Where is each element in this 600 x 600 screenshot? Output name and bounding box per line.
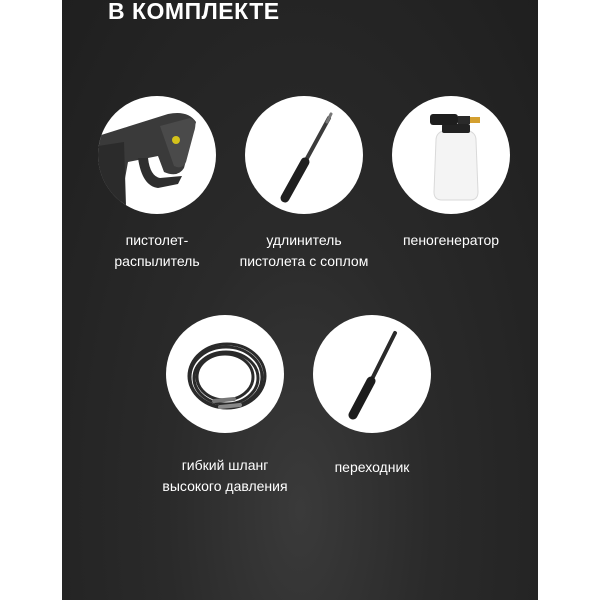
caption-line: пистолета с соплом <box>239 253 369 269</box>
caption-line: переходник <box>334 459 410 475</box>
caption-line: пистолет- <box>125 232 189 248</box>
adapter-caption <box>295 457 449 478</box>
caption-line: распылитель <box>114 253 200 269</box>
hose-caption <box>148 455 302 497</box>
spray-gun-caption <box>80 230 234 272</box>
adapter-icon <box>313 315 431 433</box>
kit-panel <box>62 0 538 600</box>
spray-gun-image <box>98 96 216 214</box>
foam-generator-image <box>392 96 510 214</box>
hose-image <box>166 315 284 433</box>
caption-line: гибкий шланг <box>181 457 269 473</box>
spray-gun-icon <box>98 96 216 214</box>
foam-generator-caption <box>374 230 528 251</box>
caption-line: пеногенератор <box>402 232 500 248</box>
foam-generator-icon <box>392 96 510 214</box>
adapter-image <box>313 315 431 433</box>
wand-extension-icon <box>245 96 363 214</box>
caption-line: высокого давления <box>162 478 288 494</box>
section-heading: В КОМПЛЕКТЕ <box>108 0 280 24</box>
caption-line: удлинитель <box>266 232 342 248</box>
hose-icon <box>166 315 284 433</box>
wand-extension-caption <box>227 230 381 272</box>
wand-extension-image <box>245 96 363 214</box>
